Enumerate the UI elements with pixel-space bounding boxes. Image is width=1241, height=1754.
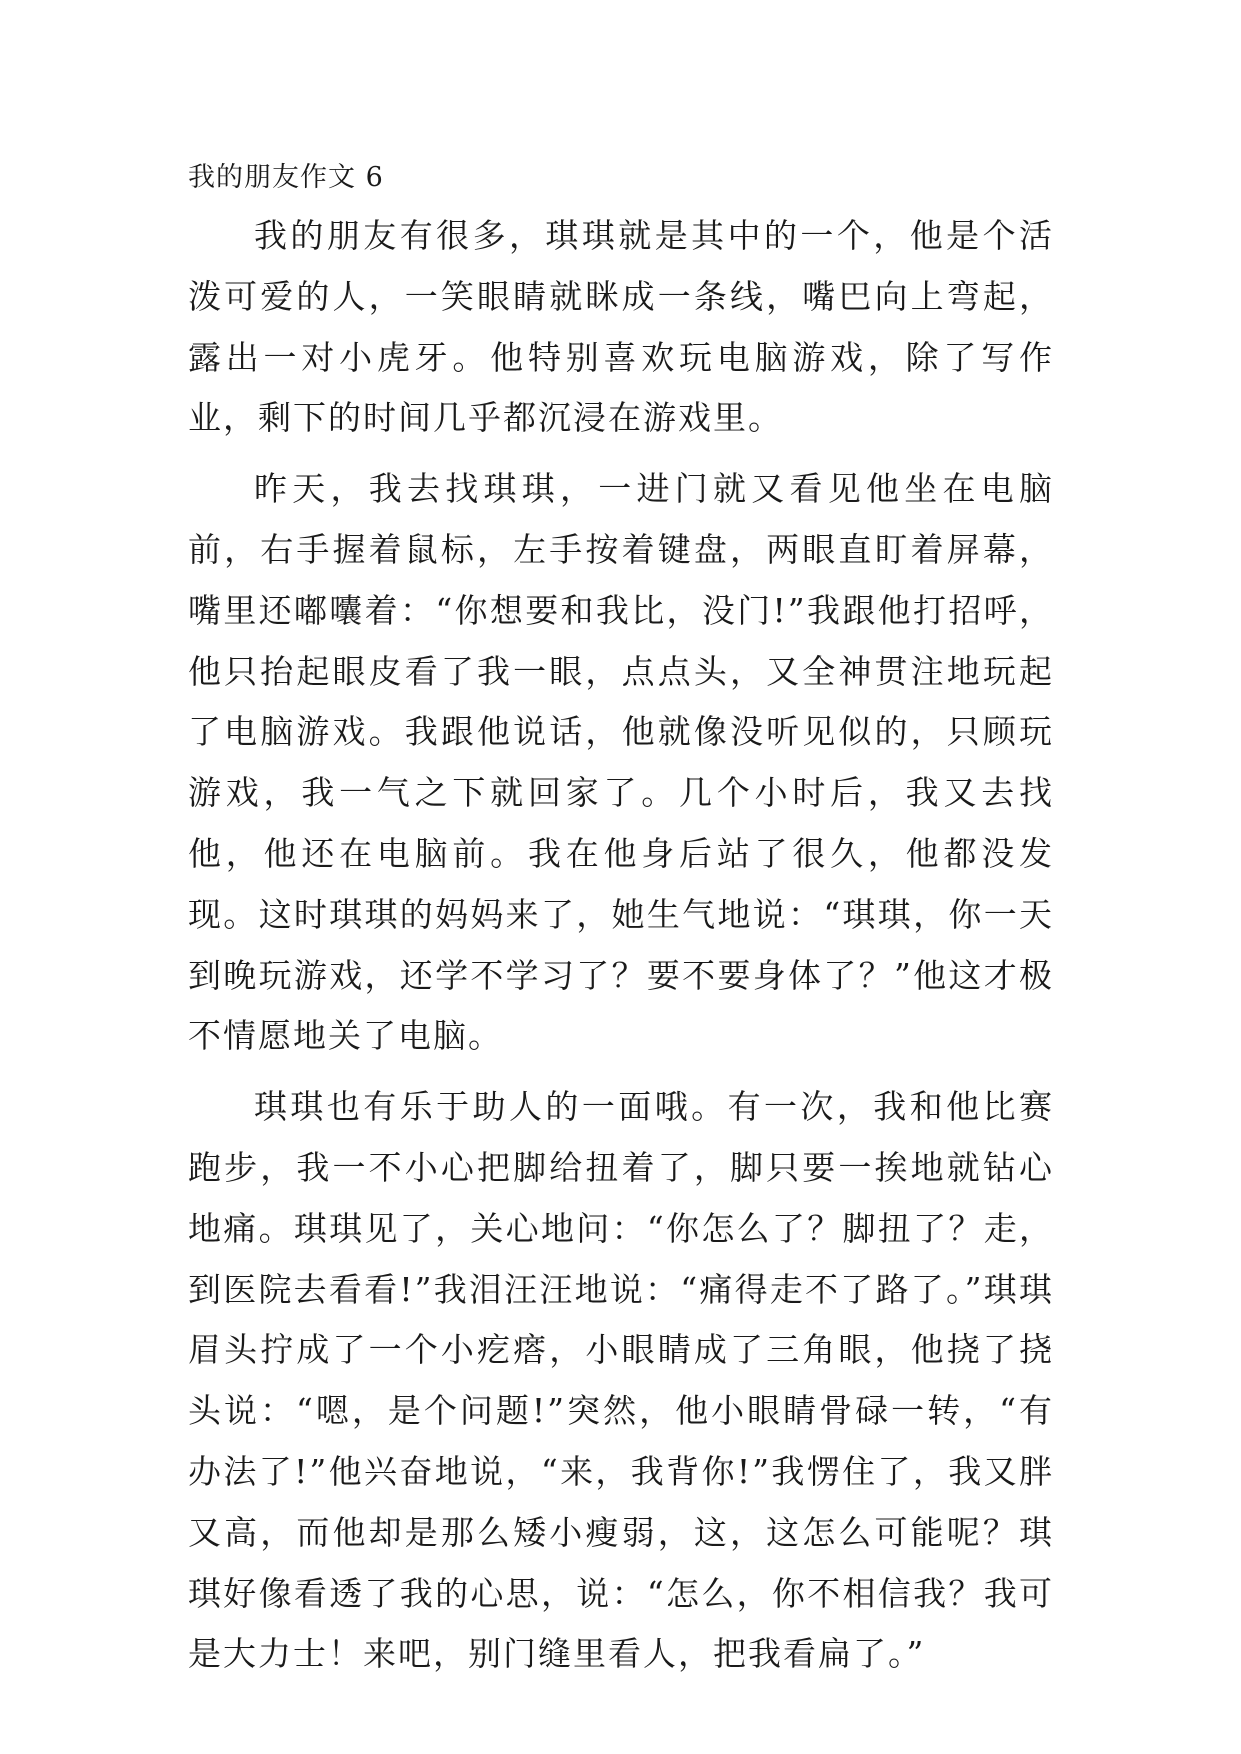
paragraph-3: 琪琪也有乐于助人的一面哦。有一次，我和他比赛跑步，我一不小心把脚给扭着了，脚只要一挨地就钻心地痛。琪琪见了，关心地问：“你怎么了？脚扭了？走，到医院去看看!”我泪汪汪地说：“痛得走不了路了。”琪琪眉头拧成了一个小疙瘩，小眼睛成了三角眼，他挠了挠头说：“嗯，是个问题!”突然，他小眼睛骨碌一转，“有办法了!”他兴奋地说，“来，我背你!”我愣住了，我又胖又高，而他却是那么矮小瘦弱，这，这怎么可能呢？琪琪好像看透了我的心思，说：“怎么，你不相信我？我可是大力士！来吧，别门缝里看人，把我看扁了。” [188, 1087, 1054, 1674]
paragraph-2: 昨天，我去找琪琪，一进门就又看见他坐在电脑前，右手握着鼠标，左手按着键盘，两眼直盯着屏幕，嘴里还嘟囔着：“你想要和我比，没门!”我跟他打招呼，他只抬起眼皮看了我一眼，点点头，又全神贯注地玩起了电脑游戏。我跟他说话，他就像没听见似的，只顾玩游戏，我一气之下就回家了。几个小时后，我又去找他，他还在电脑前。我在他身后站了很久，他都没发现。这时琪琪的妈妈来了，她生气地说：“琪琪，你一天到晚玩游戏，还学不学习了？要不要身体了？”他这才极不情愿地关了电脑。 [188, 469, 1054, 1056]
document-title: 我的朋友作文 6 [188, 162, 384, 193]
paragraph-1: 我的朋友有很多，琪琪就是其中的一个，他是个活泼可爱的人，一笑眼睛就眯成一条线，嘴巴向上弯起，露出一对小虎牙。他特别喜欢玩电脑游戏，除了写作业，剩下的时间几乎都沉浸在游戏里。 [188, 216, 1054, 438]
document-body [188, 160, 1054, 1685]
